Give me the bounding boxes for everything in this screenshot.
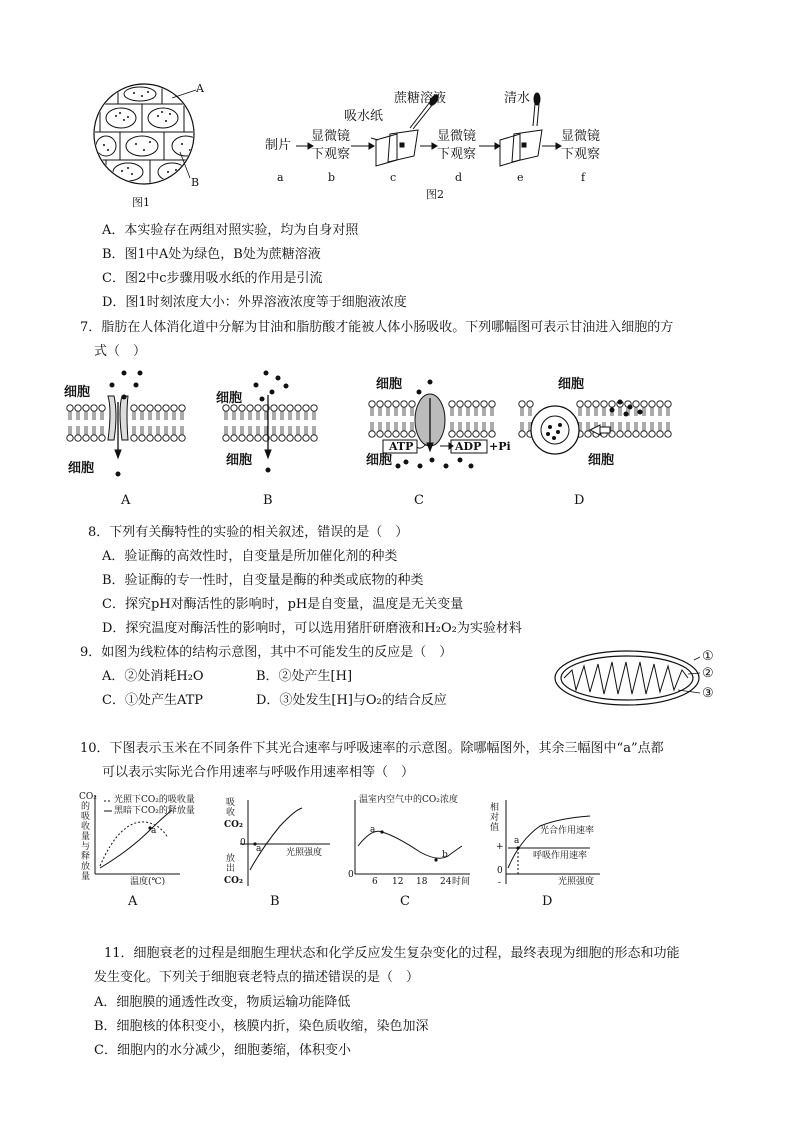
q9-option-c: C．①处产生ATP <box>102 693 204 708</box>
q7-pi-label: +Pi <box>489 440 511 453</box>
q10a-y2: 的 <box>81 802 91 812</box>
q10a-letter: A <box>128 894 138 909</box>
q10a-xlabel: 温度(℃) <box>130 877 166 887</box>
q10a-y6: 与 <box>81 842 91 852</box>
q7-d-cell-bottom: 细胞 <box>588 453 615 468</box>
q7-b-cell-bottom: 细胞 <box>226 453 253 468</box>
q10-stem-line1: 10．下图表示玉米在不同条件下其光合速率与呼吸速率的示意图。除哪幅图外，其余三幅图中“a”点都 <box>80 741 664 756</box>
q7-atp-label: ATP <box>389 440 414 453</box>
q10d-point-a: a <box>514 836 520 846</box>
q10b-zero: 0 <box>240 838 246 848</box>
q8-option-b: B．验证酶的专一性时，自变量是酶的种类或底物的种类 <box>102 573 424 588</box>
q10b-top2: 收 <box>226 808 236 818</box>
q10d-y2: 对 <box>490 813 500 823</box>
q7-c-cell-bottom: 细胞 <box>366 453 393 468</box>
fig2-qingshui: 清水 <box>504 91 531 106</box>
q8-option-d: D．探究温度对酶活性的影响时，可以选用猪肝研磨液和H₂O₂为实验材料 <box>102 621 522 636</box>
fig2-letter-f: f <box>581 171 586 184</box>
q10a-y3: 吸 <box>81 812 91 822</box>
q11-option-c: C．细胞内的水分减少，细胞萎缩，体积变小 <box>94 1043 351 1058</box>
q10b-bot1: 放 <box>226 854 236 864</box>
q10c-letter: C <box>400 894 410 909</box>
fig2-obs-f-top: 显微镜 <box>561 129 601 144</box>
fig2-letter-a: a <box>277 171 284 184</box>
q10c-tick-18: 18 <box>416 877 428 887</box>
q10c-tick-0: 0 <box>348 870 354 880</box>
q10c-time: 时间 <box>452 877 471 887</box>
q10d-plus: + <box>496 842 504 852</box>
q11-option-a: A．细胞膜的通透性改变，物质运输功能降低 <box>94 995 351 1010</box>
q10d-xlabel: 光照强度 <box>558 877 595 887</box>
q7-letter-b: B <box>263 493 273 508</box>
q8-stem: 8．下列有关酶特性的实验的相关叙述，错误的是（ ） <box>88 525 409 540</box>
q10d-y1: 相 <box>490 803 500 813</box>
fig2-xishuizhi: 吸水纸 <box>344 109 384 124</box>
q7-b-cell-top: 细胞 <box>216 391 243 406</box>
q8-option-c: C．探究pH对酶活性的影响时，pH是自变量，温度是无关变量 <box>102 597 464 612</box>
q7-a-cell-bottom: 细胞 <box>68 461 95 476</box>
q8-option-a: A．验证酶的高效性时，自变量是所加催化剂的种类 <box>102 549 398 564</box>
q10a-y8: 放 <box>81 862 91 872</box>
q10a-y5: 量 <box>81 832 91 842</box>
fig2-obs-d-top: 显微镜 <box>437 129 477 144</box>
q7-stem-line2: 式（ ） <box>94 344 147 359</box>
q7-a-cell-top: 细胞 <box>64 385 91 400</box>
q10c-point-a: a <box>370 825 376 835</box>
q10a-y7: 释 <box>81 852 91 862</box>
fig1-label-b: B <box>191 176 200 189</box>
q10c-tick-6: 6 <box>372 877 378 887</box>
q10d-line2: 呼吸作用速率 <box>533 851 588 861</box>
q10a-y1: CO₂ <box>79 792 97 802</box>
fig2-caption: 图2 <box>426 188 444 201</box>
q7-letter-d: D <box>574 493 585 508</box>
fig2-step-zhipian: 制片 <box>265 138 292 153</box>
q7-letter-a: A <box>121 493 131 508</box>
fig2-letter-b: b <box>328 171 336 184</box>
q9-option-a: A．②处消耗H₂O <box>102 669 204 684</box>
q10b-bot3: CO₂ <box>224 876 243 886</box>
q10b-xlabel: 光照强度 <box>286 848 323 858</box>
q9-label-1: ① <box>702 649 714 664</box>
q7-c-cell-top: 细胞 <box>376 377 403 392</box>
q10b-point-a: a <box>256 844 262 854</box>
q6-option-d: D．图1时刻浓度大小：外界溶液浓度等于细胞液浓度 <box>102 295 407 310</box>
q10a-y4: 收 <box>81 822 91 832</box>
q9-option-b: B．②处产生[H] <box>256 669 353 684</box>
q10b-top1: 吸 <box>226 798 236 808</box>
q9-label-3: ③ <box>702 686 714 701</box>
fig2-obs-b-bottom: 下观察 <box>311 147 351 162</box>
fig1-label-a: A <box>196 82 204 95</box>
q10d-line1: 光合作用速率 <box>540 826 595 836</box>
q10c-point-b: b <box>442 850 448 860</box>
fig2-letter-d: d <box>455 171 463 184</box>
q10c-title: 温室内空气中的CO₂浓度 <box>359 795 458 805</box>
q10c-tick-12: 12 <box>392 877 404 887</box>
fig2-letter-c: c <box>390 171 397 184</box>
q10a-point-a: a <box>151 826 157 836</box>
q7-letter-c: C <box>414 493 424 508</box>
q11-stem-line1: 11．细胞衰老的过程是细胞生理状态和化学反应发生复杂变化的过程，最终表现为细胞的形态和功能 <box>104 946 680 961</box>
q10-stem-line2: 可以表示实际光合作用速率与呼吸作用速率相等（ ） <box>102 765 415 780</box>
q10d-minus: - <box>498 878 502 888</box>
q11-option-b: B．细胞核的体积变小，核膜内折，染色质收缩，染色加深 <box>94 1019 429 1034</box>
q10c-tick-24: 24 <box>440 877 452 887</box>
fig2-letter-e: e <box>517 171 524 184</box>
q10a-y9: 量 <box>81 872 91 882</box>
fig2-obs-f-bottom: 下观察 <box>561 147 601 162</box>
q7-stem-line1: 7．脂肪在人体消化道中分解为甘油和脂肪酸才能被人体小肠吸收。下列哪幅图可表示甘油进入细胞的方 <box>80 320 674 335</box>
q10b-top3: CO₂ <box>224 820 243 830</box>
q9-label-2: ② <box>702 666 714 681</box>
q10a-legend-2: 黑暗下CO₂的释放量 <box>114 806 195 816</box>
fig1-caption: 图1 <box>132 196 150 209</box>
q10d-letter: D <box>542 894 553 909</box>
q6-option-b: B．图1中A处为绿色，B处为蔗糖溶液 <box>102 247 321 262</box>
fig2-zhetang: 蔗糖溶液 <box>394 91 447 106</box>
q6-option-c: C．图2中c步骤用吸水纸的作用是引流 <box>102 271 323 286</box>
q10d-zero: 0 <box>497 866 503 876</box>
fig2-obs-d-bottom: 下观察 <box>437 147 477 162</box>
q9-stem: 9．如图为线粒体的结构示意图，其中不可能发生的反应是（ ） <box>80 645 453 660</box>
q6-option-a: A．本实验存在两组对照实验，均为自身对照 <box>102 223 359 238</box>
q9-option-d: D．③处发生[H]与O₂的结合反应 <box>256 693 447 708</box>
q7-adp-label: ADP <box>455 440 482 453</box>
fig2-obs-b-top: 显微镜 <box>311 129 351 144</box>
q10b-letter: B <box>270 894 280 909</box>
q11-stem-line2: 发生变化。下列关于细胞衰老特点的描述错误的是（ ） <box>94 970 420 985</box>
q10a-legend-1: 光照下CO₂的吸收量 <box>114 795 195 805</box>
q10d-y3: 值 <box>490 823 500 833</box>
q10b-bot2: 出 <box>226 864 236 874</box>
q7-d-cell-top: 细胞 <box>558 377 585 392</box>
